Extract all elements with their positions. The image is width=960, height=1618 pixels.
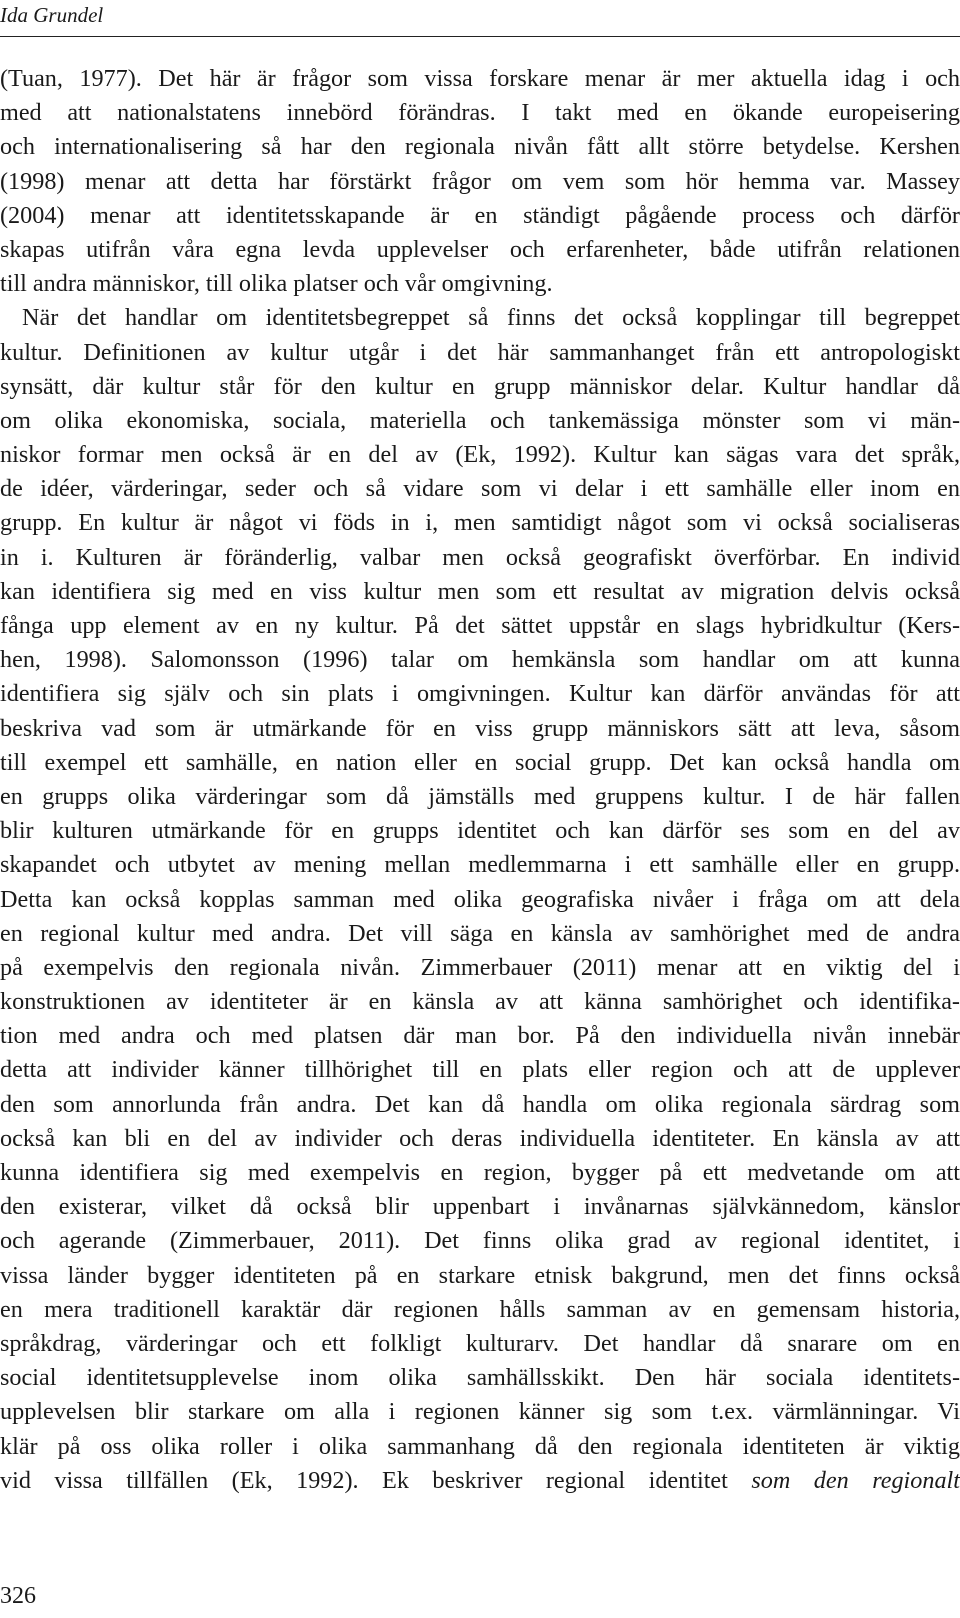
text-line (0, 404, 960, 438)
text-line-content: språkdrag, värderingar och ett folkligt kulturarv. Det handlar då snarare om en (0, 1329, 960, 1357)
text-line-content: kunna identifiera sig med exempelvis en region, bygger på ett medvetande om att (0, 1159, 960, 1186)
text-line-content: fånga upp element av en ny kultur. På det sättet uppstår en slags hybridkultur (Kers- (0, 612, 960, 639)
text-line (0, 1156, 960, 1190)
text-line (0, 985, 960, 1019)
text-line (0, 472, 960, 506)
text-line (0, 1293, 960, 1327)
running-head (0, 0, 960, 37)
text-line-content: (2004) menar att identitetsskapande är en ständigt pågående process och därför (0, 201, 960, 229)
text-line-content: om olika ekonomiska, sociala, materiella och tankemässiga mönster som vi män- (0, 406, 960, 434)
text-line (0, 575, 960, 609)
text-line-content: tion med andra och med platsen där man bor. På den individuella nivån innebär (0, 1022, 960, 1050)
running-head-author: Ida Grundel (0, 3, 104, 27)
text-line-content: detta att individer känner tillhörighet till en plats eller region och att de upplever (0, 1056, 960, 1084)
text-line-content: på exempelvis den regionala nivån. Zimmerbauer (2011) menar att en viktig del i (0, 953, 960, 981)
text-line-content: klär på oss olika roller i olika sammanhang då den regionala identiteten är viktig (0, 1432, 960, 1460)
text-line (0, 541, 960, 575)
text-line (0, 746, 960, 780)
text-line (0, 643, 960, 677)
text-line (0, 609, 960, 643)
text-line (0, 951, 960, 985)
text-line-content: till andra människor, till olika platser och vår omgivning. (0, 270, 553, 298)
text-line-content: in i. Kulturen är föränderlig, valbar men också geografiskt överförbar. En individ (0, 543, 960, 571)
text-line (0, 1395, 960, 1429)
text-line-content: niskor formar men också är en del av (Ek, 1992). Kultur kan sägas vara det språk, (0, 441, 960, 469)
text-line-content: skapandet och utbytet av mening mellan medlemmarna i ett samhälle eller en grupp. (0, 851, 960, 879)
text-line (0, 370, 960, 404)
text-line-content: den existerar, vilket då också blir uppenbart i invånarnas självkännedom, känslor (0, 1193, 960, 1221)
text-line (0, 130, 960, 164)
text-line-content: de idéer, värderingar, seder och så vidare som vi delar i ett samhälle eller inom en (0, 475, 960, 503)
text-line (0, 848, 960, 882)
text-line-content: konstruktionen av identiteter är en känsla av att känna samhörighet och identifika- (0, 988, 960, 1016)
text-line-content: också kan bli en del av individer och deras individuella identiteter. En känsla av att (0, 1124, 960, 1152)
text-line-content: vissa länder bygger identiteten på en starkare etnisk bakgrund, men det finns också (0, 1261, 960, 1289)
text-line (0, 1327, 960, 1361)
body-text (0, 62, 960, 1498)
text-line-content: och agerande (Zimmerbauer, 2011). Det finns olika grad av regional identitet, i (0, 1227, 960, 1255)
text-line-content: skapas utifrån våra egna levda upplevelser och erfarenheter, både utifrån relationen (0, 235, 960, 263)
text-line (0, 165, 960, 199)
text-line (0, 712, 960, 746)
text-line (0, 677, 960, 711)
page-number: 326 (0, 1583, 36, 1609)
text-line-content: upplevelsen blir starkare om alla i regionen känner sig som t.ex. värmlänningar. Vi (0, 1398, 960, 1426)
text-line-content: vid vissa tillfällen (Ek, 1992). Ek beskriver regional identitet (0, 1466, 752, 1494)
text-line-content: (Tuan, 1977). Det här är frågor som vissa forskare menar är mer aktuella idag i och (0, 65, 960, 92)
text-line (0, 1259, 960, 1293)
text-line-italic: som den regionalt (751, 1466, 960, 1494)
text-line (0, 96, 960, 130)
text-line-content: grupp. En kultur är något vi föds in i, men samtidigt något som vi också socialiseras (0, 509, 960, 537)
text-line-content: När det handlar om identitetsbegreppet så finns det också kopplingar till begreppet (22, 304, 960, 332)
text-line (0, 233, 960, 267)
text-line (0, 1088, 960, 1122)
text-line (0, 1019, 960, 1053)
text-line (0, 1053, 960, 1087)
text-line (0, 336, 960, 370)
text-line-content: beskriva vad som är utmärkande för en viss grupp människors sätt att leva, såsom (0, 714, 960, 742)
text-line-content: den som annorlunda från andra. Det kan då handla om olika regionala särdrag som (0, 1090, 960, 1118)
text-line-content: Detta kan också kopplas samman med olika geografiska nivåer i fråga om att dela (0, 885, 960, 913)
text-line-content: till exempel ett samhälle, en nation eller en social grupp. Det kan också handla om (0, 748, 960, 776)
text-line (0, 1430, 960, 1464)
text-line-content: kultur. Definitionen av kultur utgår i det här sammanhanget från ett antropologiskt (0, 338, 960, 366)
text-line-content: en regional kultur med andra. Det vill säga en känsla av samhörighet med de andra (0, 919, 960, 947)
text-line-content: en mera traditionell karaktär där regionen hålls samman av en gemensam historia, (0, 1295, 960, 1323)
text-line-content: en grupps olika värderingar som då jämställs med gruppens kultur. I de här fallen (0, 782, 960, 810)
text-line (0, 780, 960, 814)
text-line (0, 1122, 960, 1156)
text-line-content: kan identifiera sig med en viss kultur men som ett resultat av migration delvis också (0, 577, 960, 605)
text-line-content: social identitetsupplevelse inom olika samhällsskikt. Den här sociala identitets- (0, 1364, 960, 1392)
text-line-content: identifiera sig själv och sin plats i omgivningen. Kultur kan därför användas för att (0, 680, 960, 708)
text-line (0, 267, 960, 301)
text-line (0, 917, 960, 951)
text-line (0, 301, 960, 335)
text-line-content: och internationalisering så har den regionala nivån fått allt större betydelse. Kershen (0, 133, 960, 161)
text-line (0, 506, 960, 540)
text-line (0, 883, 960, 917)
text-line-content: blir kulturen utmärkande för en grupps identitet och kan därför ses som en del av (0, 817, 960, 845)
text-line-content: synsätt, där kultur står för den kultur en grupp människor delar. Kultur handlar då (0, 372, 960, 400)
text-line (0, 1190, 960, 1224)
text-line-content: (1998) menar att detta har förstärkt frågor om vem som hör hemma var. Massey (0, 167, 960, 195)
text-line (0, 814, 960, 848)
text-line (0, 1224, 960, 1258)
text-line (0, 62, 960, 96)
text-line (0, 1464, 960, 1498)
text-line (0, 438, 960, 472)
text-line-content: hen, 1998). Salomonsson (1996) talar om hemkänsla som handlar om att kunna (0, 646, 960, 674)
text-line-content: med att nationalstatens innebörd förändras. I takt med en ökande europeisering (0, 99, 960, 127)
text-line (0, 1361, 960, 1395)
text-line (0, 199, 960, 233)
